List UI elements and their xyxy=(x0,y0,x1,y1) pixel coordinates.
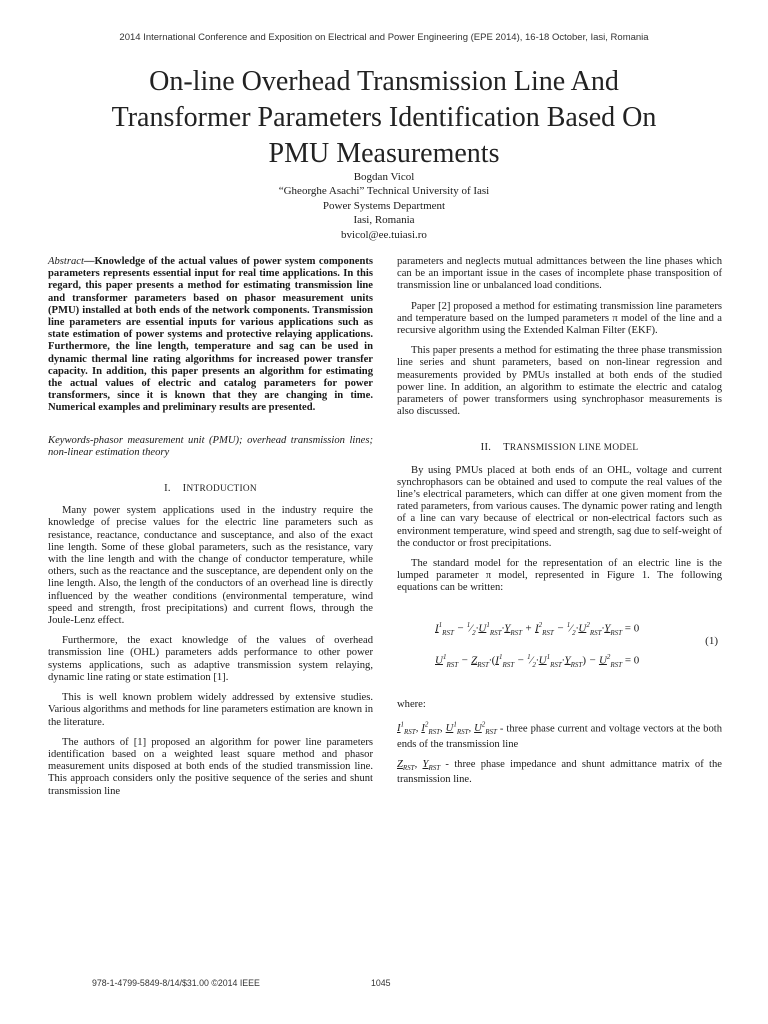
section-heading-introduction xyxy=(48,483,373,495)
model-paragraph-1: By using PMUs placed at both ends of an OHL, voltage and current synchrophasors can be obtained and used to compute the real values of the line’s electrical parameters, which can differ at one given moment from the rated parameters, from various causes. The dynamic power rating and length of a line can vary because of electrical or non-electrical factors such as environment temperature, wind speed and strength, sag due to self-weight of the conductor or frost precipitations. xyxy=(397,464,722,549)
equation-1 xyxy=(397,609,722,685)
symbols-impedance-admittance: $Z_{RST}$, $Y_{RST}$ xyxy=(397,758,441,773)
right-column xyxy=(397,256,722,794)
right-paragraph-1: parameters and neglects mutual admittances between the line phases which can be an important issue in the cases of incomplete phase transposition of transmission line or unbalanced load conditions. xyxy=(397,256,722,292)
section-title-rest: NTRODUCTION xyxy=(186,484,257,495)
keywords: Keywords-phasor measurement unit (PMU); overhead transmission lines; non-linear estimation theory xyxy=(48,434,373,458)
abstract-text: —Knowledge of the actual values of power system components parameters represents essential input for real time applications. In this regard, this paper presents a method for estimating transmission line and transformer parameters based on phasor measurement units (PMU) installed at both ends of the network components. Transmission line parameters are essential inputs for various applications such as state estimation of power systems and protective relaying applications. Furthermore, the line length, temperature and sag can be used in dynamic thermal line rating algorithms for increased power transfer capacity. In addition, this paper presents an algorithm for estimating the actual values of electric and catalog parameters for power transformers, since it is known that they are changing in time. Numerical examples and preliminary results are presented. xyxy=(48,256,373,414)
current-voltage-description: - three phase current and voltage vectors at the both ends of the transmission line xyxy=(397,723,722,750)
equation-line-1: $I^1_{RST}$ − $^1⁄_2\cdot U^1_{RST}\cdot Y_{RST} + I^2_{RST}$ − $^1⁄_2\cdot U^2_{RST}\cdot Y_{RST} = 0$ xyxy=(435,620,640,637)
abstract xyxy=(48,256,373,415)
section-title-rest: RANSMISSION LINE MODEL xyxy=(509,443,639,454)
variables-current-voltage xyxy=(397,719,722,751)
equation-number: (1) xyxy=(705,634,718,647)
symbols-current-voltage: $I^1_{RST}$, $I^2_{RST}$, $U^1_{RST}$, $U^2_{RST}$ xyxy=(397,720,497,737)
impedance-admittance-description: - three phase impedance and shunt admittance matrix of the transmission line. xyxy=(397,758,722,786)
intro-paragraph-4: The authors of [1] proposed an algorithm for power line parameters identification based on a weighted least square method and phasor measurement units disposed at both ends of the studied transmission line. This approach considers only the positive sequence of the series and shunt transmission line xyxy=(48,736,373,797)
author-block xyxy=(0,170,768,242)
page-number: 1045 xyxy=(371,978,391,988)
intro-paragraph-1: Many power system applications used in the industry require the knowledge of precise values for the electric line parameters such as resistance, reactance, conductance and susceptance, and also of the exact line length. Some of these global parameters, such as the resistance, vary with the line length and with the change of conductor temperature, while others, such as the reactance and the susceptance, are dependent only on the line length. Also, the length of the conductors of an overhead line is directly influenced by the weather conditions (environmental temperature, wind speed and strength, frost precipitations) and current flows, through the Joule-Lenz effect. xyxy=(48,505,373,627)
author-university: “Gheorghe Asachi” Technical University of Iasi xyxy=(278,185,490,198)
title-line-1: On-line Overhead Transmission Line And xyxy=(149,66,619,97)
variables-impedance-admittance xyxy=(397,759,722,787)
paper-title xyxy=(40,64,728,172)
section-number: I. xyxy=(164,483,171,495)
right-paragraph-3: This paper presents a method for estimating the three phase transmission line series and shunt parameters, based on non-linear regression and measurements provided by PMUs installed at both ends of the studied power line. In addition, an algorithm to estimate the electric and catalog parameters of power transformers using synchrophasor measurements is also discussed. xyxy=(397,345,722,418)
equation-line-2: $U^1_{RST} - Z_{RST}\cdot(I^1_{RST}$ − $^1⁄_2\cdot U^1_{RST}\cdot Y_{RST}) - U^2_{RST} = 0$ xyxy=(435,652,640,669)
author-location: Iasi, Romania xyxy=(353,214,415,227)
right-paragraph-2: Paper [2] proposed a method for estimating transmission line parameters and temperature based on the lumped parameters π model of the line and a recursive algorithm using the Extended Kalman Filter (EKF). xyxy=(397,300,722,337)
section-title-first: T xyxy=(503,442,510,454)
intro-paragraph-2: Furthermore, the exact knowledge of the values of overhead transmission line (OHL) parameters adds performance to other power systems applications, such as adaptive transmission system relaying, dynamic line rating or state estimation [1]. xyxy=(48,635,373,683)
intro-paragraph-3: This is well known problem widely addressed by extensive studies. Various algorithms and methods for line parameters estimation are known in the literature. xyxy=(48,692,373,728)
author-department: Power Systems Department xyxy=(322,199,446,212)
footer-copyright: 978-1-4799-5849-8/14/$31.00 ©2014 IEEE xyxy=(92,978,260,988)
author-name: Bogdan Vicol xyxy=(353,171,415,183)
left-column xyxy=(48,256,373,806)
section-number: II. xyxy=(480,442,492,454)
conference-header: 2014 International Conference and Exposition on Electrical and Power Engineering (EPE 2014), 16-18 October, Iasi, Romania xyxy=(119,32,649,43)
title-line-2: Transformer Parameters Identification Based On xyxy=(111,102,657,133)
where-label: where: xyxy=(397,698,426,710)
model-paragraph-2: The standard model for the representation of an electric line is the lumped parameter π model, represented in Figure 1. The following equations can be written: xyxy=(397,558,722,594)
author-email: bvicol@ee.tuiasi.ro xyxy=(341,228,427,241)
section-heading-transmission-line-model xyxy=(397,442,722,454)
section-title-first: I xyxy=(182,483,187,495)
title-line-3: PMU Measurements xyxy=(268,138,500,169)
abstract-lead: Abstract xyxy=(48,256,84,267)
